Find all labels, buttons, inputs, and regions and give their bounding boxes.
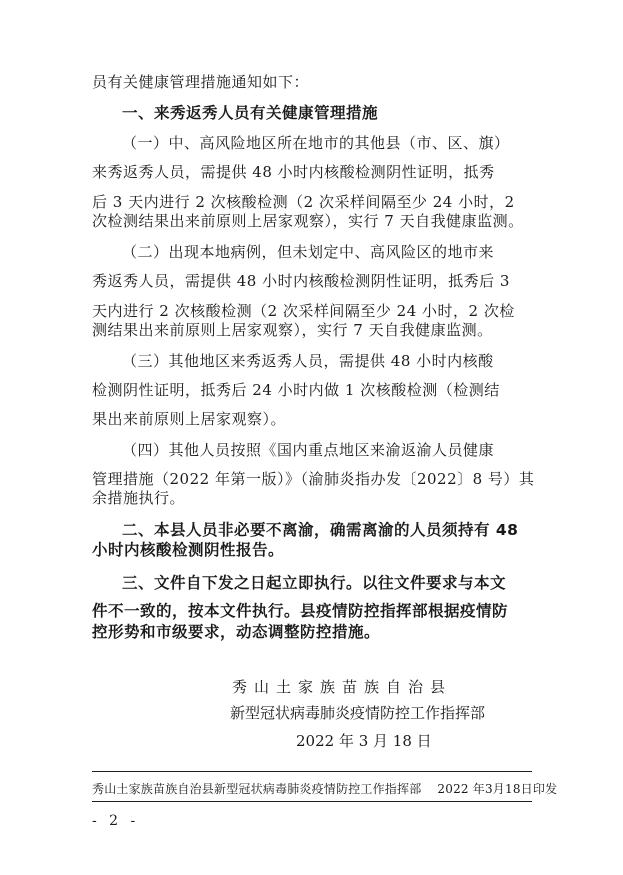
signature-date: 2022 年 3 月 18 日 — [296, 732, 432, 750]
footer-issuer-line — [92, 781, 557, 797]
footer-issuer: 秀山土家族苗族自治县新型冠状病毒肺炎疫情防控工作指挥部 — [92, 782, 422, 796]
section-heading-1: 一、来秀返秀人员有关健康管理措施 — [122, 104, 379, 122]
paragraph-line: 员有关健康管理措施通知如下： — [92, 73, 310, 91]
section-heading-3: 三、文件自下发之日起立即执行。以往文件要求与本文 — [122, 574, 507, 592]
section-heading-2-cont: 小时内核酸检测阴性报告。 — [92, 541, 285, 559]
paragraph-line: 次检测结果出来前原则上居家观察），实行 7 天自我健康监测。 — [92, 212, 524, 230]
paragraph-line: 管理措施（2022 年第一版）》（渝肺炎指办发〔2022〕8 号）其 — [92, 470, 535, 488]
paragraph-line: （一）中、高风险地区所在地市的其他县（市、区、旗） — [122, 134, 510, 152]
paragraph-line: 果出来前原则上居家观察）。 — [92, 410, 287, 428]
paragraph-line: 来秀返秀人员，需提供 48 小时内核酸检测阴性证明，抵秀 — [92, 163, 495, 181]
paragraph-line: （三）其他地区来秀返秀人员，需提供 48 小时内核酸 — [122, 352, 494, 370]
paragraph-line: 余措施执行。 — [92, 489, 186, 507]
paragraph-line: 秀返秀人员，需提供 48 小时内核酸检测阴性证明，抵秀后 3 — [92, 272, 510, 290]
paragraph-line: 测结果出来前原则上居家观察），实行 7 天自我健康监测。 — [92, 321, 493, 339]
paragraph-line: （四）其他人员按照《国内重点地区来渝返渝人员健康 — [122, 441, 495, 459]
signature-org-name: 秀山土家族苗族自治县 — [232, 678, 453, 696]
footer-bottom-rule — [92, 801, 532, 802]
footer-print-date: 2022 年3月18日印发 — [437, 782, 558, 796]
section-heading-2: 二、本县人员非必要不离渝，确需离渝的人员须持有 48 — [122, 521, 519, 539]
paragraph-line: 天内进行 2 次核酸检测（2 次采样间隔至少 24 小时，2 次检 — [92, 302, 515, 320]
footer-top-rule — [92, 771, 532, 772]
paragraph-line: 后 3 天内进行 2 次核酸检测（2 次采样间隔至少 24 小时，2 — [92, 193, 515, 211]
paragraph-line: 检测阴性证明，抵秀后 24 小时内做 1 次核酸检测（检测结 — [92, 381, 500, 399]
paragraph-line: （二）出现本地病例，但未划定中、高风险区的地市来 — [122, 243, 495, 261]
page-number: - 2 - — [92, 813, 140, 829]
section-heading-3-cont: 控形势和市级要求，动态调整防控措施。 — [92, 623, 381, 641]
signature-org-subname: 新型冠状病毒肺炎疫情防控工作指挥部 — [230, 704, 486, 722]
section-heading-3-cont: 件不一致的，按本文件执行。县疫情防控指挥部根据疫情防 — [92, 602, 509, 620]
